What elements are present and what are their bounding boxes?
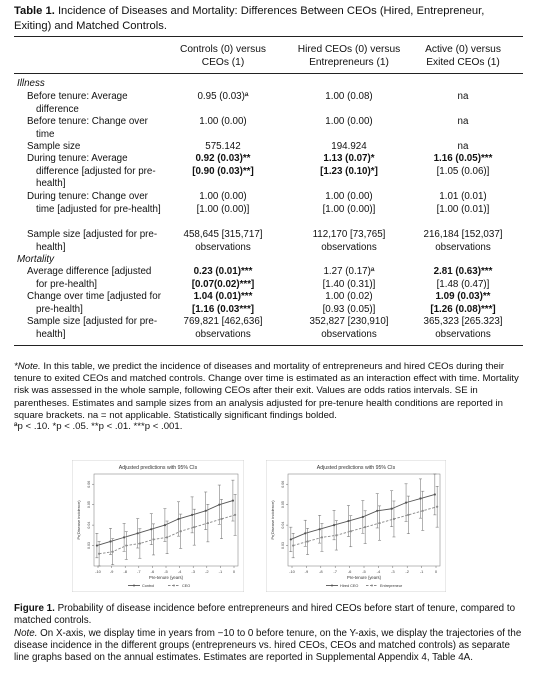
table-header-rule	[14, 73, 523, 74]
x-tick-label: -8	[123, 569, 127, 574]
legend-label: Control	[142, 584, 155, 588]
data-point	[335, 534, 337, 536]
section-label-illness: Illness	[17, 78, 45, 89]
y-tick-label: 0.03	[281, 542, 285, 550]
table-cell: 769,821 [462,636] observations	[183, 316, 263, 340]
chart-1	[72, 460, 244, 592]
chart-panel-1	[72, 460, 244, 592]
column-header-2: Hired CEOs (0) versus Entrepreneurs (1)	[297, 44, 401, 68]
table-top-rule	[14, 36, 523, 37]
data-point	[422, 510, 424, 512]
table-cell: 112,170 [73,765] observations	[312, 229, 386, 253]
chart-title: Adjusted predictions with 95% CIs	[316, 465, 396, 471]
row-label: Sample size	[27, 141, 81, 152]
data-point	[164, 524, 166, 526]
data-point	[218, 504, 220, 506]
chart-title: Adjusted predictions with 95% CIs	[118, 465, 198, 471]
column-header-3: Active (0) versus Exited CEOs (1)	[425, 44, 501, 68]
table-cell: 2.81 (0.63)*** [1.48 (0.47)]	[433, 266, 493, 290]
row-label: Change over time [adjusted for pre-health]	[27, 291, 161, 315]
x-tick-label: -2	[405, 569, 409, 574]
row-label: Average difference [adjusted for pre-health]	[27, 266, 152, 290]
data-point	[393, 518, 395, 520]
legend-marker	[133, 585, 135, 587]
table-cell: 0.95 (0.03)ª	[197, 91, 249, 102]
table-title: Incidence of Diseases and Mortality: Differences Between CEOs (Hired, Entrepreneur, Exiting) and Matched Controls.	[14, 5, 485, 32]
table-cell: 1.09 (0.03)** [1.26 (0.08)***]	[430, 291, 496, 315]
x-tick-label: 0	[232, 569, 236, 574]
figure-caption	[14, 603, 524, 664]
table-cell: 0.23 (0.01)*** [0.07(0.02)***]	[191, 266, 255, 290]
x-tick-label: -5	[164, 569, 168, 574]
legend-label: Entrepreneur	[380, 584, 403, 588]
y-tick-label: 0.03	[87, 542, 91, 550]
table-cell: na	[457, 116, 469, 127]
x-tick-label: -6	[150, 569, 155, 574]
data-point	[321, 536, 323, 538]
chart-panel-2	[266, 460, 446, 592]
chart-2	[266, 460, 446, 592]
table-cell: 575.142	[205, 141, 241, 152]
legend-label: CEO	[182, 584, 191, 588]
table-cell: 1.01 (0.01) [1.00 (0.01)]	[436, 191, 490, 215]
table-note-text: In this table, we predict the incidence of diseases and mortality of entrepreneurs and hired CEOs during their tenure to exited CEOs and matched controls. Change over time is estimated as an interaction effect with time. Mortality risk was assessed in the whole sample, following CEOs after their exit. Values are odds ratios intervals. SE in parentheses. Estimates and sample sizes from an analysis adjusted for pre-tenure health conditions are reported in square brackets. na = not applicable. Statistically significant findings bolded.	[14, 361, 519, 421]
table-label: Table 1.	[14, 5, 55, 17]
data-point	[333, 524, 335, 526]
y-axis-label: Pr(Disease incidence)	[76, 500, 81, 540]
data-point	[376, 510, 378, 512]
y-tick-label: 0.04	[281, 521, 285, 529]
table-caption	[14, 4, 524, 34]
data-point	[166, 536, 168, 538]
data-point	[292, 544, 294, 546]
data-point	[419, 497, 421, 499]
table-cell: 0.92 (0.03)** [0.90 (0.03)**]	[192, 153, 254, 177]
x-tick-label: -9	[304, 569, 309, 574]
data-point	[362, 516, 364, 518]
table-cell: 1.00 (0.00)	[199, 116, 247, 127]
y-tick-label: 0.05	[281, 501, 285, 509]
x-tick-label: -3	[191, 569, 195, 574]
row-label: Before tenure: Average difference	[27, 91, 128, 115]
data-point	[350, 530, 352, 532]
data-point	[177, 518, 179, 520]
figure-note-text: On X-axis, we display time in years from −10 to 0 before tenure, on the Y-axis, we display the trajectories of the disease incidence in the different groups (entrepreneurs vs. hired CEOs, CEOs and matched controls) as separate line graphs based on the annual estimates. Estimates are reported in Supplemental Appendix 4, Table 4A.	[14, 627, 522, 664]
y-tick-label: 0.06	[281, 480, 285, 488]
data-point	[180, 530, 182, 532]
data-point	[125, 544, 127, 546]
table-cell: 194.924	[331, 141, 367, 152]
data-point	[207, 522, 209, 524]
legend-label: Hired CEO	[340, 584, 359, 588]
table-cell: 1.00 (0.02) [0.93 (0.05)]	[322, 291, 376, 315]
table-cell: 352,827 [230,910] observations	[309, 316, 389, 340]
table-cell: 1.00 (0.00)	[325, 116, 373, 127]
y-tick-label: 0.05	[87, 501, 91, 509]
legend-marker	[173, 585, 175, 587]
data-point	[347, 520, 349, 522]
y-tick-label: 0.04	[87, 521, 91, 529]
x-tick-label: -8	[319, 569, 323, 574]
data-point	[391, 508, 393, 510]
x-tick-label: -7	[333, 569, 337, 574]
data-point	[109, 540, 111, 542]
x-tick-label: -3	[391, 569, 395, 574]
table-cell: 216,184 [152,037] observations	[423, 229, 503, 253]
data-point	[378, 522, 380, 524]
table-bottom-rule	[14, 345, 523, 346]
data-point	[96, 544, 98, 546]
table-cell: 1.27 (0.17)ª [1.40 (0.31)]	[322, 266, 376, 290]
data-point	[434, 493, 436, 495]
x-tick-label: -1	[419, 569, 424, 574]
table-note	[14, 361, 522, 422]
table-cell: 1.00 (0.08)	[325, 91, 373, 102]
data-point	[191, 514, 193, 516]
y-tick-label: 0.06	[87, 480, 91, 488]
row-label: During tenure: Change over time [adjusted for pre-health]	[27, 191, 161, 215]
x-axis-label: Pre-tenure (years)	[347, 575, 381, 580]
x-tick-label: -5	[362, 569, 366, 574]
table-cell: 1.04 (0.01)*** [1.16 (0.03***]	[191, 291, 255, 315]
data-point	[304, 532, 306, 534]
x-tick-label: -4	[376, 569, 381, 574]
data-point	[436, 506, 438, 508]
figure-note-label: Note.	[14, 627, 38, 639]
data-point	[232, 499, 234, 501]
table-note-label: *Note.	[14, 361, 41, 372]
x-tick-label: 0	[434, 569, 438, 574]
data-point	[407, 514, 409, 516]
data-point	[290, 538, 292, 540]
row-label: During tenure: Average difference [adjusted for pre-health]	[27, 153, 156, 189]
x-tick-label: -1	[218, 569, 223, 574]
section-label-mortality: Mortality	[17, 254, 55, 265]
x-tick-label: -6	[347, 569, 352, 574]
x-tick-label: -9	[109, 569, 114, 574]
data-point	[139, 542, 141, 544]
table-cell: 1.16 (0.05)*** [1.05 (0.06)]	[433, 153, 493, 177]
data-point	[112, 551, 114, 553]
data-point	[364, 526, 366, 528]
y-axis-label: Pr(Disease incidence)	[270, 500, 275, 540]
x-tick-label: -10	[95, 569, 101, 574]
legend-marker	[331, 585, 333, 587]
x-axis-label: Pre-tenure (years)	[149, 575, 183, 580]
data-point	[205, 510, 207, 512]
table-cell: na	[457, 141, 469, 152]
data-point	[319, 528, 321, 530]
data-point	[150, 528, 152, 530]
significance-legend: ªp < .10. *p < .05. **p < .01. ***p < .001.	[14, 421, 183, 432]
table-cell: 1.00 (0.00) [1.00 (0.00)]	[322, 191, 376, 215]
table-cell: 1.00 (0.00) [1.00 (0.00)]	[196, 191, 250, 215]
column-header-1: Controls (0) versus CEOs (1)	[179, 44, 267, 68]
data-point	[152, 538, 154, 540]
data-point	[98, 553, 100, 555]
row-label: Sample size [adjusted for pre-health]	[27, 316, 158, 340]
table-cell: 365,323 [265.323] observations	[423, 316, 503, 340]
row-label: Sample size [adjusted for pre-health]	[27, 229, 158, 253]
x-tick-label: -4	[177, 569, 182, 574]
x-tick-label: -10	[289, 569, 295, 574]
figure-label: Figure 1.	[14, 603, 55, 614]
data-point	[405, 502, 407, 504]
x-tick-label: -7	[137, 569, 141, 574]
table-cell: 1.13 (0.07)* [1.23 (0.10)*]	[320, 153, 378, 177]
row-label: Before tenure: Change over time	[27, 116, 148, 140]
figure-caption-text: Probability of disease incidence before entrepreneurs and hired CEOs before start of tenure, compared to matched controls.	[14, 603, 516, 627]
data-point	[234, 514, 236, 516]
data-point	[123, 536, 125, 538]
table-cell: 458,645 [315,717] observations	[183, 229, 263, 253]
data-point	[306, 540, 308, 542]
x-tick-label: -2	[205, 569, 209, 574]
data-point	[137, 532, 139, 534]
data-point	[220, 518, 222, 520]
table-cell: na	[457, 91, 469, 102]
legend-marker	[371, 585, 373, 587]
data-point	[193, 526, 195, 528]
